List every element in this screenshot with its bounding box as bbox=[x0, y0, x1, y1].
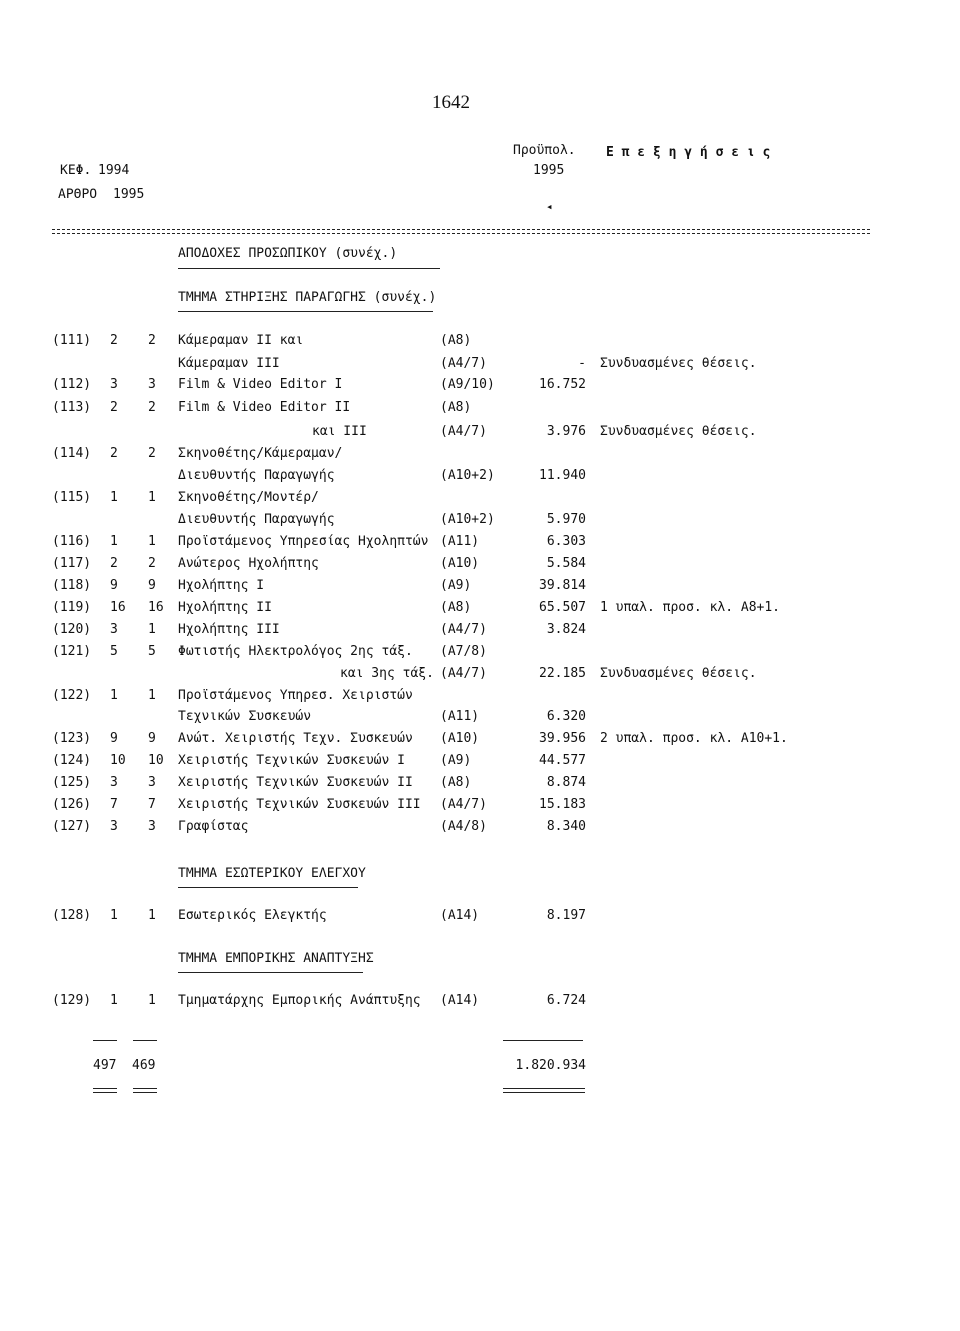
cell-b: 10 bbox=[148, 753, 164, 768]
cell-amount: 3.976 bbox=[546, 424, 586, 439]
cell-amount: - bbox=[578, 356, 586, 371]
cell-no: (115) bbox=[52, 490, 92, 505]
cell-no: (125) bbox=[52, 775, 92, 790]
cell-b: 1 bbox=[148, 622, 156, 637]
cell-b: 1 bbox=[148, 688, 156, 703]
header-rule-bottom bbox=[52, 233, 870, 234]
cell-title: και 3ης τάξ. bbox=[340, 666, 434, 681]
cell-no: (124) bbox=[52, 753, 92, 768]
cell-grade: (Α8) bbox=[440, 600, 472, 615]
cell-a: 9 bbox=[110, 731, 118, 746]
cell-title: Χειριστής Τεχνικών Συσκευών ΙΙΙ bbox=[178, 797, 421, 812]
cell-b: 2 bbox=[148, 400, 156, 415]
cell-grade: (Α11) bbox=[440, 709, 480, 724]
cell-a: 7 bbox=[110, 797, 118, 812]
header-proypol-year: 1995 bbox=[533, 163, 565, 178]
cell-no: (113) bbox=[52, 400, 92, 415]
section-title-underline bbox=[178, 268, 440, 269]
row-129-count-1995: 1 bbox=[148, 993, 156, 1008]
cell-title: Ηχολήπτης ΙΙΙ bbox=[178, 622, 280, 637]
cell-a: 2 bbox=[110, 556, 118, 571]
header-explanations: Ε π ε ξ η γ ή σ ε ι ς bbox=[606, 145, 771, 160]
cell-amount: 39.956 bbox=[539, 731, 586, 746]
header-arthro-label: ΑΡΘΡΟ bbox=[58, 187, 98, 202]
cell-amount: 22.185 bbox=[539, 666, 586, 681]
section3-title: ΤΜΗΜΑ ΕΜΠΟΡΙΚΗΣ ΑΝΑΠΤΥΞΗΣ bbox=[178, 951, 374, 966]
cell-b: 2 bbox=[148, 556, 156, 571]
cell-a: 3 bbox=[110, 775, 118, 790]
cell-grade: (Α9) bbox=[440, 753, 472, 768]
cell-grade: (Α4/7) bbox=[440, 622, 487, 637]
section-title: ΑΠΟΔΟΧΕΣ ΠΡΟΣΩΠΙΚΟΥ (συνέχ.) bbox=[178, 246, 398, 261]
cell-amount: 8.874 bbox=[546, 775, 586, 790]
cell-b: 9 bbox=[148, 578, 156, 593]
total-1995-double-rule-2 bbox=[133, 1092, 157, 1093]
cell-title: και ΙΙΙ bbox=[312, 424, 367, 439]
cell-title: Σκηνοθέτης/Κάμεραμαν/ bbox=[178, 446, 343, 461]
cell-no: (126) bbox=[52, 797, 92, 812]
cell-title: Σκηνοθέτης/Μοντέρ/ bbox=[178, 490, 319, 505]
header-rule-top bbox=[52, 229, 870, 230]
cell-b: 2 bbox=[148, 446, 156, 461]
cell-b: 2 bbox=[148, 333, 156, 348]
total-count-1994: 497 bbox=[93, 1058, 117, 1073]
header-proypol-label: Προϋπολ. bbox=[513, 143, 576, 158]
total-amount-double-rule-1 bbox=[503, 1088, 585, 1089]
cell-title: Film & Video Editor I bbox=[178, 377, 343, 392]
row-128-count-1995: 1 bbox=[148, 908, 156, 923]
arrow-icon: ◂ bbox=[546, 200, 553, 213]
cell-title: Ανώτ. Χειριστής Τεχν. Συσκευών bbox=[178, 731, 413, 746]
row-128-count-1994: 1 bbox=[110, 908, 118, 923]
page-number: 1642 bbox=[432, 92, 470, 113]
cell-no: (117) bbox=[52, 556, 92, 571]
header-year-1995: 1995 bbox=[113, 187, 145, 202]
cell-a: 2 bbox=[110, 400, 118, 415]
cell-amount: 5.584 bbox=[546, 556, 586, 571]
section3-title-underline bbox=[178, 972, 363, 973]
cell-title: Διευθυντής Παραγωγής bbox=[178, 468, 335, 483]
cell-title: Κάμεραμαν ΙΙΙ bbox=[178, 356, 280, 371]
cell-grade: (Α4/7) bbox=[440, 356, 487, 371]
total-amount-double-rule-2 bbox=[503, 1092, 585, 1093]
cell-amount: 39.814 bbox=[539, 578, 586, 593]
cell-amount: 3.824 bbox=[546, 622, 586, 637]
section2-title: ΤΜΗΜΑ ΕΣΩΤΕΡΙΚΟΥ ΕΛΕΓΧΟΥ bbox=[178, 866, 366, 881]
cell-b: 5 bbox=[148, 644, 156, 659]
cell-a: 9 bbox=[110, 578, 118, 593]
total-1995-rule bbox=[133, 1040, 157, 1041]
cell-title: Χειριστής Τεχνικών Συσκευών ΙΙ bbox=[178, 775, 413, 790]
cell-no: (114) bbox=[52, 446, 92, 461]
cell-a: 3 bbox=[110, 377, 118, 392]
cell-grade: (Α10) bbox=[440, 556, 480, 571]
cell-grade: (Α11) bbox=[440, 534, 480, 549]
cell-b: 7 bbox=[148, 797, 156, 812]
cell-amount: 11.940 bbox=[539, 468, 586, 483]
row-129-title: Τμηματάρχης Εμπορικής Ανάπτυξης bbox=[178, 993, 421, 1008]
subsection-title-underline bbox=[178, 311, 433, 312]
cell-amount: 16.752 bbox=[539, 377, 586, 392]
total-amount-rule bbox=[503, 1040, 583, 1041]
section2-title-underline bbox=[178, 887, 358, 888]
total-1994-double-rule-1 bbox=[93, 1088, 117, 1089]
cell-title: Διευθυντής Παραγωγής bbox=[178, 512, 335, 527]
cell-note: Συνδυασμένες θέσεις. bbox=[600, 424, 757, 439]
cell-title: Προϊστάμενος Υπηρεσίας Ηχοληπτών bbox=[178, 534, 429, 549]
cell-grade: (Α4/7) bbox=[440, 424, 487, 439]
cell-grade: (Α8) bbox=[440, 400, 472, 415]
cell-a: 10 bbox=[110, 753, 126, 768]
cell-a: 1 bbox=[110, 688, 118, 703]
cell-no: (123) bbox=[52, 731, 92, 746]
cell-no: (111) bbox=[52, 333, 92, 348]
cell-a: 3 bbox=[110, 622, 118, 637]
cell-amount: 6.303 bbox=[546, 534, 586, 549]
cell-grade: (Α7/8) bbox=[440, 644, 487, 659]
row-128-grade: (Α14) bbox=[440, 908, 480, 923]
cell-b: 3 bbox=[148, 377, 156, 392]
cell-title: Τεχνικών Συσκευών bbox=[178, 709, 312, 724]
cell-a: 1 bbox=[110, 490, 118, 505]
cell-note: 1 υπαλ. προσ. κλ. Α8+1. bbox=[600, 600, 781, 615]
cell-note: 2 υπαλ. προσ. κλ. Α10+1. bbox=[600, 731, 788, 746]
cell-no: (119) bbox=[52, 600, 92, 615]
cell-grade: (Α8) bbox=[440, 333, 472, 348]
cell-no: (118) bbox=[52, 578, 92, 593]
row-128-title: Εσωτερικός Ελεγκτής bbox=[178, 908, 327, 923]
total-1995-double-rule-1 bbox=[133, 1088, 157, 1089]
cell-a: 1 bbox=[110, 534, 118, 549]
cell-grade: (Α10+2) bbox=[440, 468, 495, 483]
cell-b: 1 bbox=[148, 534, 156, 549]
row-128-no: (128) bbox=[52, 908, 92, 923]
row-128-amount: 8.197 bbox=[546, 908, 586, 923]
cell-grade: (Α9) bbox=[440, 578, 472, 593]
cell-no: (112) bbox=[52, 377, 92, 392]
cell-no: (116) bbox=[52, 534, 92, 549]
total-amount: 1.820.934 bbox=[515, 1058, 586, 1073]
cell-no: (120) bbox=[52, 622, 92, 637]
cell-no: (127) bbox=[52, 819, 92, 834]
cell-b: 3 bbox=[148, 775, 156, 790]
cell-b: 9 bbox=[148, 731, 156, 746]
cell-amount: 65.507 bbox=[539, 600, 586, 615]
cell-title: Κάμεραμαν ΙΙ και bbox=[178, 333, 304, 348]
cell-amount: 15.183 bbox=[539, 797, 586, 812]
cell-a: 16 bbox=[110, 600, 126, 615]
cell-grade: (Α4/7) bbox=[440, 797, 487, 812]
total-1994-double-rule-2 bbox=[93, 1092, 117, 1093]
cell-note: Συνδυασμένες θέσεις. bbox=[600, 356, 757, 371]
cell-title: Ηχολήπτης Ι bbox=[178, 578, 265, 593]
row-129-no: (129) bbox=[52, 993, 92, 1008]
cell-title: Χειριστής Τεχνικών Συσκευών Ι bbox=[178, 753, 405, 768]
header-kef-label: ΚΕΦ. bbox=[60, 163, 92, 178]
cell-amount: 5.970 bbox=[546, 512, 586, 527]
cell-grade: (Α10+2) bbox=[440, 512, 495, 527]
cell-title: Ηχολήπτης ΙΙ bbox=[178, 600, 272, 615]
cell-b: 1 bbox=[148, 490, 156, 505]
cell-amount: 8.340 bbox=[546, 819, 586, 834]
cell-a: 2 bbox=[110, 446, 118, 461]
cell-a: 5 bbox=[110, 644, 118, 659]
cell-note: Συνδυασμένες θέσεις. bbox=[600, 666, 757, 681]
cell-b: 16 bbox=[148, 600, 164, 615]
cell-grade: (Α10) bbox=[440, 731, 480, 746]
row-129-count-1994: 1 bbox=[110, 993, 118, 1008]
cell-amount: 44.577 bbox=[539, 753, 586, 768]
cell-amount: 6.320 bbox=[546, 709, 586, 724]
cell-title: Film & Video Editor II bbox=[178, 400, 351, 415]
total-1994-rule bbox=[93, 1040, 117, 1041]
cell-title: Φωτιστής Ηλεκτρολόγος 2ης τάξ. bbox=[178, 644, 413, 659]
cell-b: 3 bbox=[148, 819, 156, 834]
row-129-grade: (Α14) bbox=[440, 993, 480, 1008]
cell-grade: (Α9/10) bbox=[440, 377, 495, 392]
cell-a: 2 bbox=[110, 333, 118, 348]
header-year-1994: 1994 bbox=[98, 163, 130, 178]
cell-title: Προϊστάμενος Υπηρεσ. Χειριστών bbox=[178, 688, 413, 703]
cell-no: (122) bbox=[52, 688, 92, 703]
cell-grade: (Α4/8) bbox=[440, 819, 487, 834]
subsection-title: ΤΜΗΜΑ ΣΤΗΡΙΞΗΣ ΠΑΡΑΓΩΓΗΣ (συνέχ.) bbox=[178, 290, 437, 305]
cell-title: Ανώτερος Ηχολήπτης bbox=[178, 556, 319, 571]
cell-grade: (Α4/7) bbox=[440, 666, 487, 681]
cell-grade: (Α8) bbox=[440, 775, 472, 790]
cell-title: Γραφίστας bbox=[178, 819, 249, 834]
cell-no: (121) bbox=[52, 644, 92, 659]
total-count-1995: 469 bbox=[132, 1058, 156, 1073]
row-129-amount: 6.724 bbox=[546, 993, 586, 1008]
cell-a: 3 bbox=[110, 819, 118, 834]
